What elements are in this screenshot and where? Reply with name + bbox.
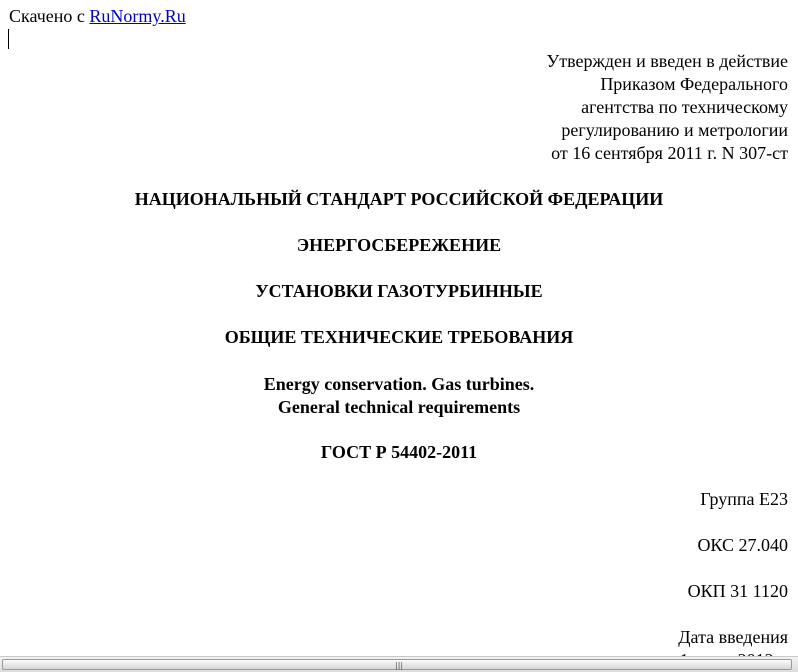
scrollbar-grip-icon: |||	[395, 661, 404, 670]
standard-heading: НАЦИОНАЛЬНЫЙ СТАНДАРТ РОССИЙСКОЙ ФЕДЕРАЦИИ	[134, 189, 664, 209]
approval-line-2: Приказом Федерального	[600, 74, 788, 94]
scrollbar-thumb[interactable]	[2, 659, 792, 670]
approval-line-5: от 16 сентября 2011 г. N 307-ст	[551, 143, 788, 163]
title-energy-saving: ЭНЕРГОСБЕРЕЖЕНИЕ	[296, 235, 502, 255]
approval-line-4: регулированию и метрологии	[561, 120, 788, 140]
approval-line-1: Утвержден и введен в действие	[546, 51, 788, 71]
oks-code: ОКС 27.040	[697, 535, 788, 555]
title-general-requirements: ОБЩИЕ ТЕХНИЧЕСКИЕ ТРЕБОВАНИЯ	[224, 327, 574, 347]
english-title-line-1: Energy conservation. Gas turbines.	[263, 374, 535, 394]
approval-line-3: агентства по техническому	[581, 97, 788, 117]
gost-number: ГОСТ Р 54402-2011	[320, 442, 478, 462]
okp-code: ОКП 31 1120	[687, 581, 788, 601]
group-code: Группа Е23	[700, 489, 788, 509]
download-notice-prefix: Скачено с	[9, 6, 90, 26]
text-cursor	[8, 29, 9, 49]
intro-date-label: Дата введения	[678, 627, 788, 647]
horizontal-scrollbar[interactable]	[0, 656, 798, 672]
runormy-link[interactable]: RuNormy.Ru	[89, 6, 186, 26]
download-notice	[9, 5, 186, 27]
title-gas-turbine-units: УСТАНОВКИ ГАЗОТУРБИННЫЕ	[255, 281, 543, 301]
english-title-line-2: General technical requirements	[277, 397, 521, 417]
approval-block	[546, 50, 788, 165]
